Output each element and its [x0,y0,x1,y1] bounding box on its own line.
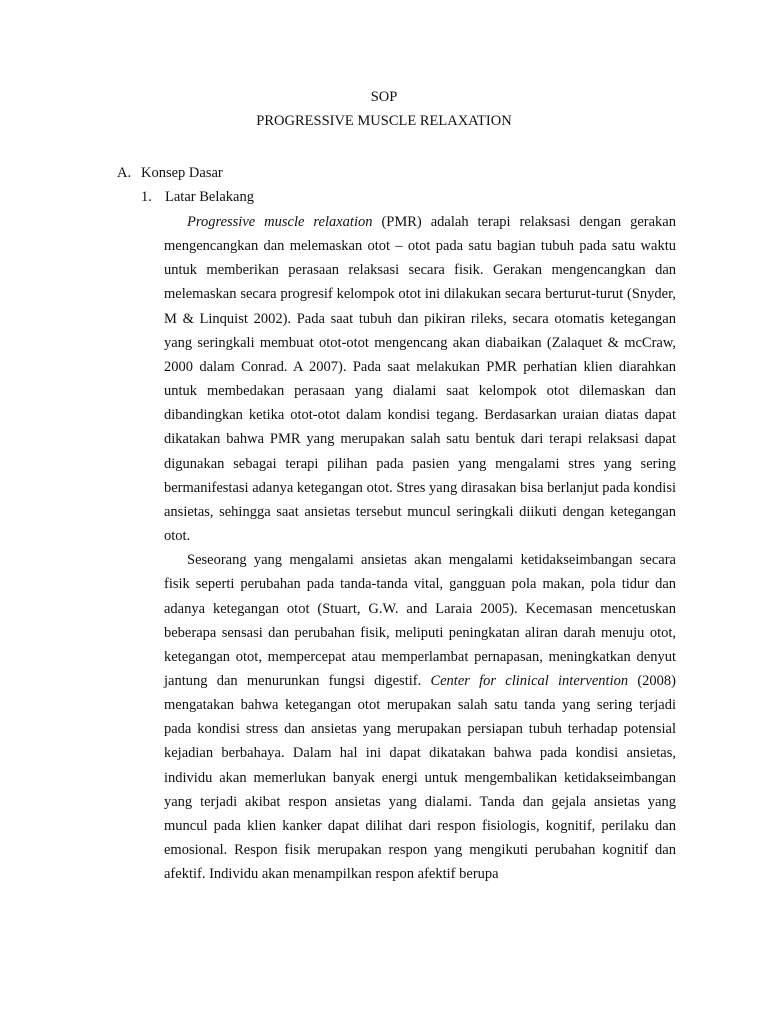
section-heading [117,164,223,182]
paragraph-2 [164,548,676,886]
subsection-title: Latar Belakang [165,189,254,205]
paragraph-1 [164,210,676,548]
subsection-heading [141,188,254,206]
italic-term: Center for clinical intervention [430,672,629,689]
paragraph-text: (PMR) adalah terapi relaksasi dengan gerakan mengencangkan dan melemaskan otot – otot pada satu bagian tubuh pada satu waktu untuk memberikan perasaan relaksasi secara fisik. Gerakan mengencangkan dan melemaskan secara progresif kelompok otot ini dilakukan secara berturut-turut (Snyder, M & Linquist 2002). Pada saat tubuh dan pikiran rileks, secara otomatis ketegangan yang seringkali membuat otot-otot mengencang akan diabaikan (Zalaquet & mcCraw, 2000 dalam Conrad. A 2007). Pada saat melakukan PMR perhatian klien diarahkan untuk membedakan perasaan yang dialami saat kelompok otot dilemaskan dan dibandingkan ketika otot-otot dalam kondisi tegang. Berdasarkan uraian diatas dapat dikatakan bahwa PMR yang merupakan salah satu bentuk dari terapi relaksasi dapat digunakan sebagai terapi pilihan pada pasien yang mengalami stres yang sering bermanifestasi adanya ketegangan otot. Stres yang dirasakan bisa berlanjut pada kondisi ansietas, sehingga saat ansietas tersebut muncul seringkali diikuti dengan ketegangan otot. [164,214,676,545]
italic-term: Progressive muscle relaxation [187,214,373,230]
section-number: A. [117,165,132,181]
paragraph-text: (2008) mengatakan bahwa ketegangan otot merupakan salah satu tanda yang sering terjadi pada kondisi stress dan ansietas yang merupakan persiapan tubuh terhadap potensial kejadian berbahaya. Dalam hal ini dapat dikatakan bahwa pada kondisi ansietas, individu akan memerlukan banyak energi untuk mengembalikan ketidakseimbangan yang terjadi akibat respon ansietas yang dialami. Tanda dan gejala ansietas yang muncul pada klien kanker dapat dilihat dari respon fisiologis, kognitif, perilaku dan emosional. Respon fisik merupakan respon yang mengikuti perubahan kognitif dan afektif. Individu akan menampilkan respon afektif berupa [164,672,676,883]
doc-title: SOP [370,89,398,105]
body-text [164,210,676,886]
paragraph-text: Seseorang yang mengalami ansietas akan mengalami ketidakseimbangan secara fisik seperti perubahan pada tanda-tanda vital, gangguan pola makan, pola tidur dan adanya ketegangan otot (Stuart, G.W. and Laraia 2005). Kecemasan mencetuskan beberapa sensasi dan perubahan fisik, meliputi peningkatan aliran darah menuju otot, ketegangan otot, mempercepat atau memperlambat pernapasan, meningkatkan denyut jantung dan menurunkan fungsi digestif. [164,552,676,689]
section-title: Konsep Dasar [141,165,223,181]
subsection-number: 1. [141,189,152,205]
doc-subtitle: PROGRESSIVE MUSCLE RELAXATION [256,113,512,129]
